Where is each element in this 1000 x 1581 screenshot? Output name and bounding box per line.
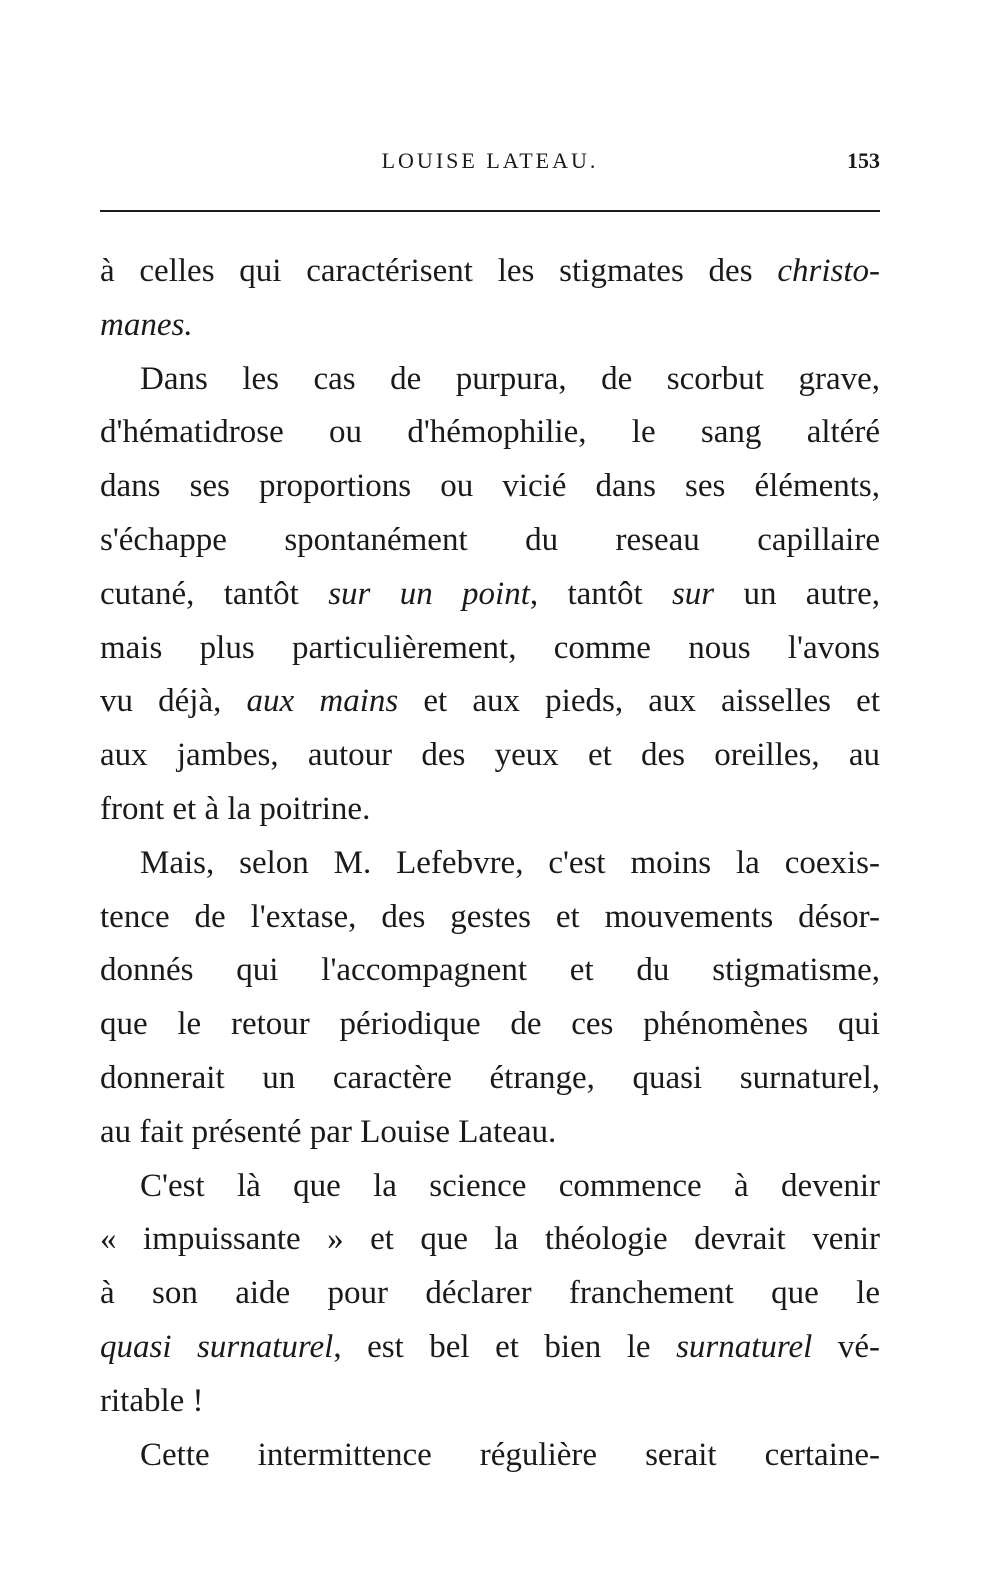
italic-term: surnaturel	[676, 1328, 813, 1365]
text-line: d'hématidrose ou d'hémophilie, le sang altéré	[100, 414, 880, 451]
italic-term: manes.	[100, 306, 193, 343]
italic-term: quasi surnaturel	[100, 1328, 334, 1365]
italic-term: sur	[671, 575, 715, 612]
text-line: vu déjà, aux mains et aux pieds, aux aisselles et	[100, 683, 880, 720]
header-rule	[100, 210, 880, 212]
text-line: donnés qui l'accompagnent et du stigmatisme,	[100, 952, 880, 989]
text-line: front et à la poitrine.	[100, 790, 371, 827]
page-number: 153	[847, 148, 880, 173]
text-line: Dans les cas de purpura, de scorbut grave,	[140, 360, 880, 397]
text-line: mais plus particulièrement, comme nous l'avons	[100, 629, 880, 666]
running-title: LOUISE LATEAU.	[381, 148, 599, 173]
text-line: s'échappe spontanément du reseau capillaire	[100, 521, 880, 558]
text-line: Mais, selon M. Lefebvre, c'est moins la coexis-	[140, 844, 880, 881]
text-line: donnerait un caractère étrange, quasi surnaturel,	[100, 1059, 880, 1096]
text-line: à son aide pour déclarer franchement que le	[100, 1275, 880, 1312]
italic-term: sur un point	[328, 575, 530, 612]
text-line: aux jambes, autour des yeux et des oreilles, au	[100, 737, 880, 774]
text-line: à celles qui caractérisent les stigmates des christo-	[100, 253, 880, 289]
text-line: que le retour périodique de ces phénomènes qui	[100, 1006, 880, 1043]
running-head	[100, 148, 880, 178]
italic-term: christo-	[777, 253, 880, 289]
text-line: tence de l'extase, des gestes et mouvements désor-	[100, 898, 880, 935]
text-line: quasi surnaturel, est bel et bien le surnaturel vé-	[100, 1328, 881, 1365]
body-text	[100, 245, 880, 1482]
text-line	[100, 299, 880, 353]
text-line: « impuissante » et que la théologie devrait venir	[100, 1221, 880, 1258]
italic-term: aux mains	[246, 683, 399, 720]
text-line: au fait présenté par Louise Lateau.	[100, 1113, 557, 1150]
text-line: cutané, tantôt sur un point, tantôt sur un autre,	[100, 575, 881, 612]
text-line: ritable !	[100, 1382, 204, 1419]
text-line: dans ses proportions ou vicié dans ses éléments,	[100, 468, 880, 505]
text-line: C'est là que la science commence à devenir	[140, 1167, 880, 1204]
text-line: Cette intermittence régulière serait certaine-	[140, 1436, 880, 1473]
